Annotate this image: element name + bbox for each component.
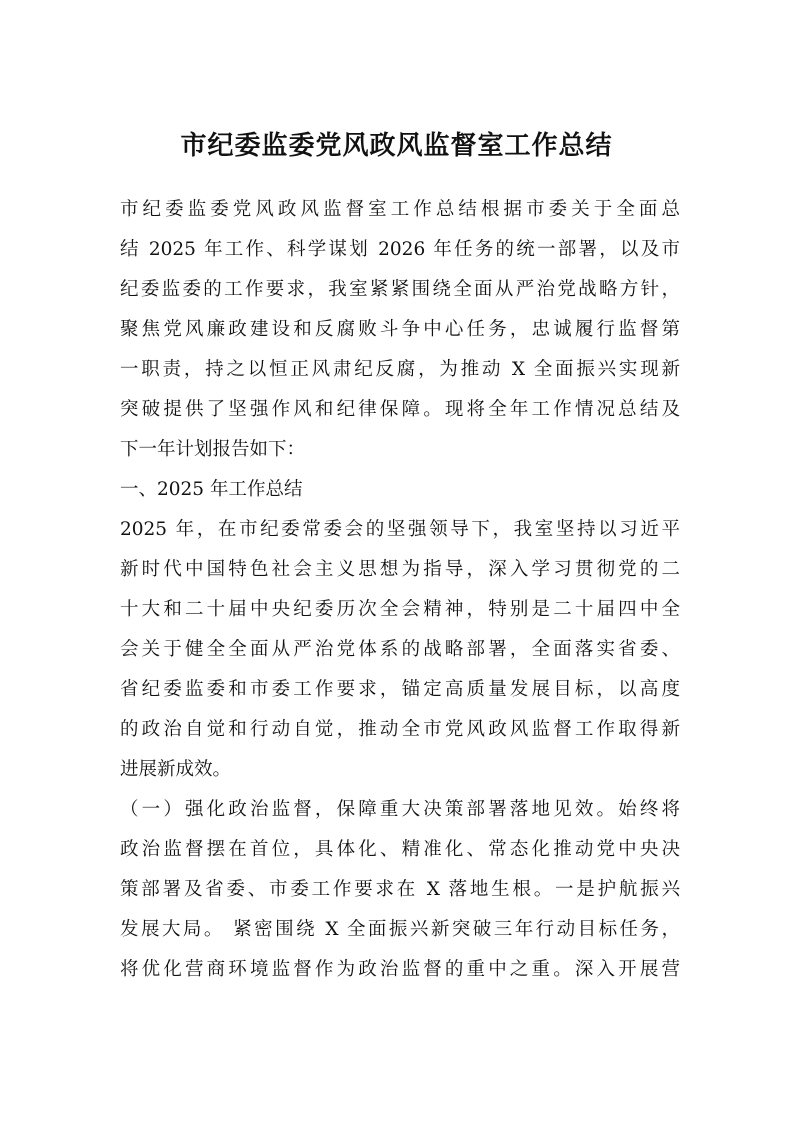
body-line: 市纪委监委党风政风监督室工作总结根据市委关于全面总	[120, 199, 680, 220]
body-line: 进展新成效。	[120, 759, 232, 780]
body-line: 发展大局。 紧密围绕 X 全面振兴新突破三年行动目标任务，	[120, 919, 680, 940]
body-line: 省纪委监委和市委工作要求，锚定高质量发展目标，以高度	[120, 679, 680, 700]
body-line: 一职责，持之以恒正风肃纪反腐，为推动 X 全面振兴实现新	[120, 359, 680, 380]
body-line: 结 2025 年工作、科学谋划 2026 年任务的统一部署，以及市	[120, 239, 680, 260]
section-heading: 一、2025 年工作总结	[120, 479, 303, 500]
body-line: 纪委监委的工作要求，我室紧紧围绕全面从严治党战略方针，	[120, 279, 680, 300]
body-line: 新时代中国特色社会主义思想为指导，深入学习贯彻党的二	[120, 559, 680, 580]
document-title: 市纪委监委党风政风监督室工作总结	[180, 131, 613, 161]
body-line: 政治监督摆在首位，具体化、精准化、常态化推动党中央决	[120, 839, 680, 860]
body-line: 会关于健全全面从严治党体系的战略部署，全面落实省委、	[120, 639, 680, 660]
body-line: 聚焦党风廉政建设和反腐败斗争中心任务，忠诚履行监督第	[120, 319, 680, 340]
body-line: 突破提供了坚强作风和纪律保障。现将全年工作情况总结及	[120, 399, 680, 420]
subsection-heading: （一）强化政治监督，保障重大决策部署落地见效。始终将	[120, 799, 680, 820]
document-body	[120, 190, 680, 990]
body-line: 2025 年，在市纪委常委会的坚强领导下，我室坚持以习近平	[120, 519, 680, 540]
body-line: 策部署及省委、市委工作要求在 X 落地生根。一是护航振兴	[120, 879, 680, 900]
body-line: 的政治自觉和行动自觉，推动全市党风政风监督工作取得新	[120, 719, 680, 740]
body-line: 十大和二十届中央纪委历次全会精神，特别是二十届四中全	[120, 599, 680, 620]
body-line: 下一年计划报告如下：	[120, 439, 306, 460]
body-line: 将优化营商环境监督作为政治监督的重中之重。深入开展营	[120, 959, 680, 980]
